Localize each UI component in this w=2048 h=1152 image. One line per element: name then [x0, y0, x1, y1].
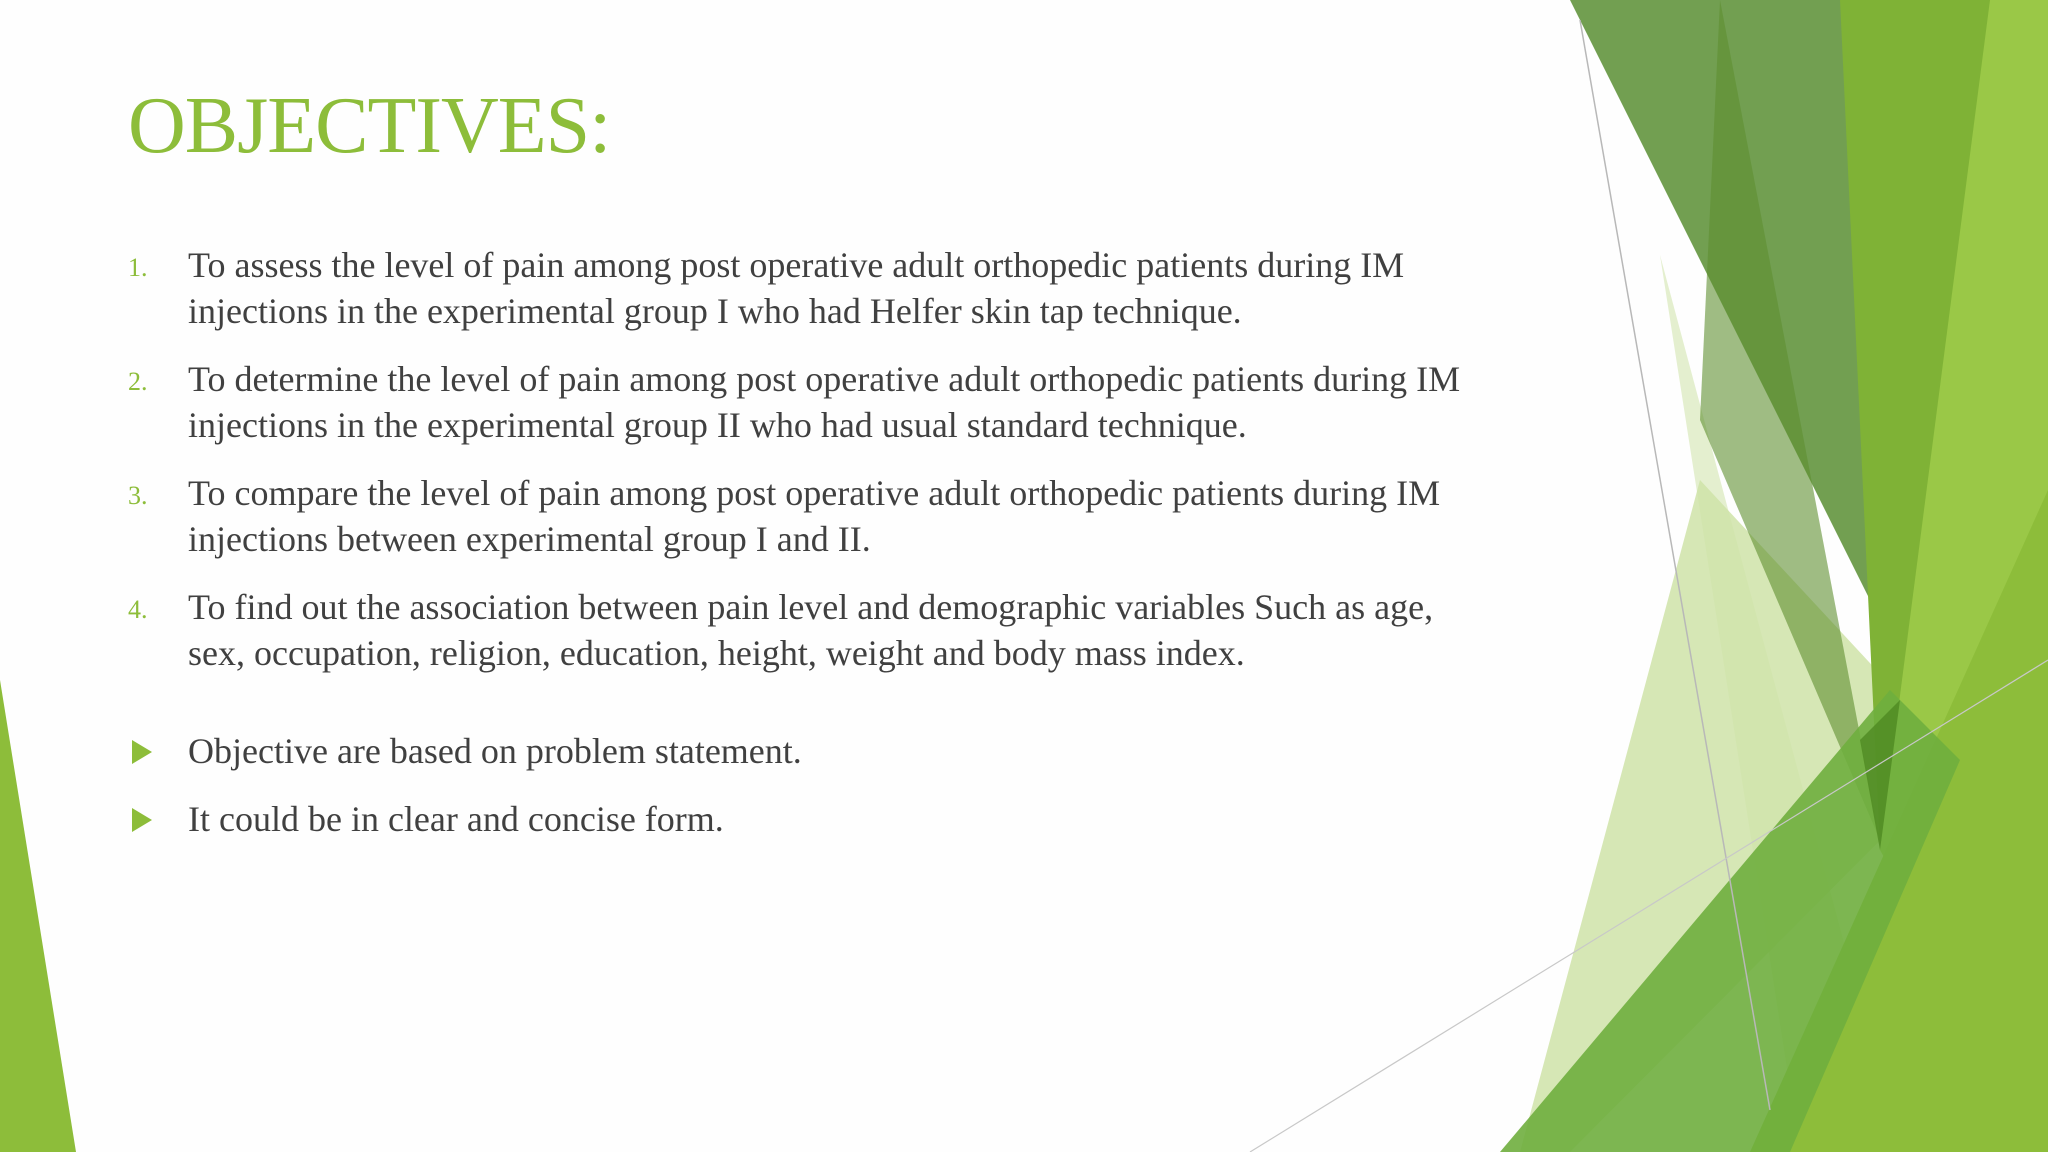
objective-item-1 — [128, 242, 1468, 334]
item-number: 2. — [128, 367, 148, 396]
slide-title: OBJECTIVES: — [128, 82, 611, 170]
objective-text: To find out the association between pain level and demographic variables Such as age, sex, occupation, religion, education, height, weight and body mass index. — [188, 587, 1434, 673]
bullet-list — [128, 728, 1468, 842]
item-number: 3. — [128, 481, 148, 510]
objective-text: To determine the level of pain among post operative adult orthopedic patients during IM injections in the experimental group II who had usual standard technique. — [188, 359, 1461, 445]
bullet-text: It could be in clear and concise form. — [188, 799, 724, 839]
bullet-item-2 — [128, 796, 1468, 842]
bullet-item-1 — [128, 728, 1468, 774]
objective-text: To assess the level of pain among post operative adult orthopedic patients during IM injections in the experimental group I who had Helfer skin tap technique. — [188, 245, 1405, 331]
right-triangle-icon — [132, 740, 152, 764]
right-triangle-icon — [132, 808, 152, 832]
objective-text: To compare the level of pain among post operative adult orthopedic patients during IM injections between experimental group I and II. — [188, 473, 1441, 559]
objective-item-3 — [128, 470, 1468, 562]
objective-item-4 — [128, 584, 1468, 676]
item-number: 4. — [128, 595, 148, 624]
item-number: 1. — [128, 253, 148, 282]
left-green-sliver — [0, 680, 76, 1152]
objective-item-2 — [128, 356, 1468, 448]
slide-content — [128, 242, 1468, 864]
bullet-text: Objective are based on problem statement. — [188, 731, 802, 771]
